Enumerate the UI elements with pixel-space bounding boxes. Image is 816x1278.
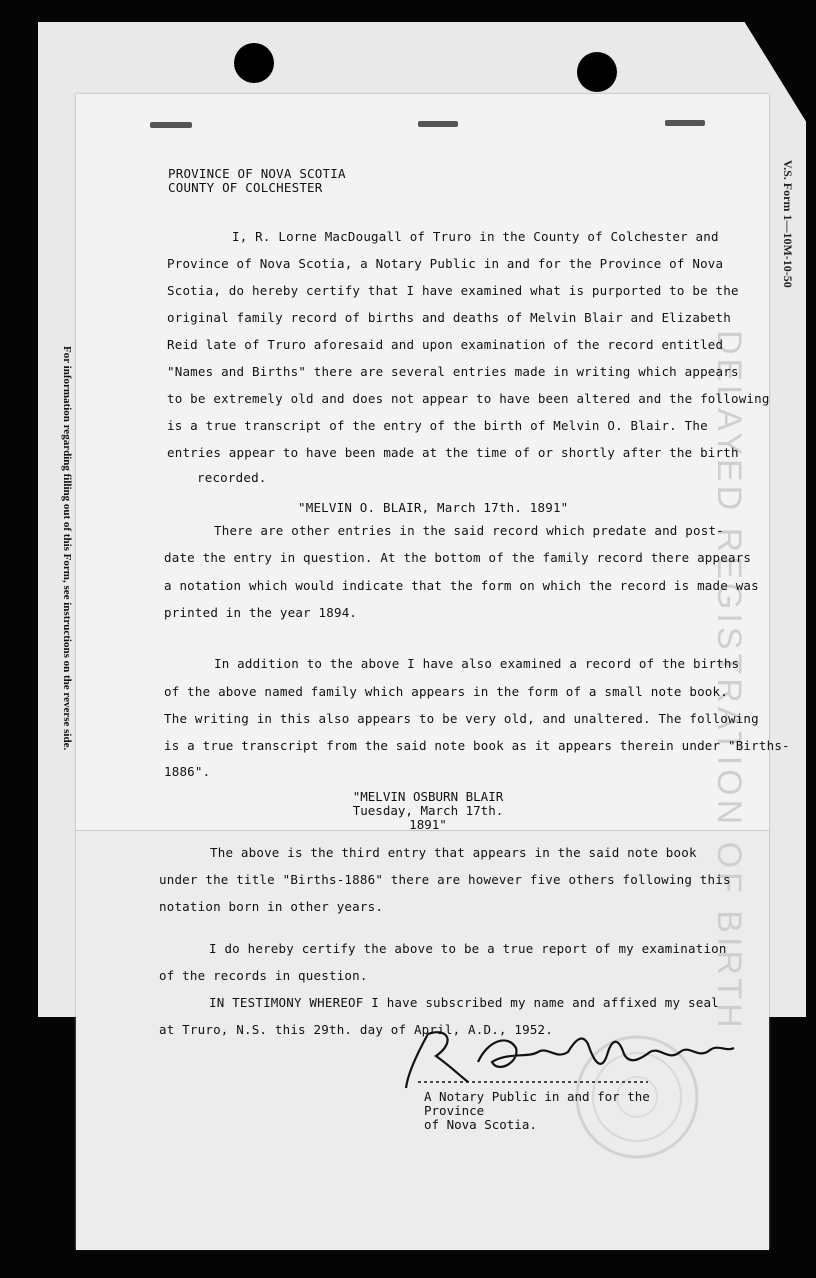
staple (665, 120, 705, 126)
paragraph-line: notation born in other years. (159, 899, 384, 914)
paragraph-line: to be extremely old and does not appear to have been altered and the following (167, 391, 770, 406)
paragraph-line: The above is the third entry that appears in the said note book (210, 845, 697, 860)
paragraph-line: a notation which would indicate that the form on which the record is made was (164, 578, 759, 593)
paragraph-line: is a true transcript of the entry of the birth of Melvin O. Blair. The (167, 418, 708, 433)
paragraph-line: Province of Nova Scotia, a Notary Public in and for the Province of Nova (167, 256, 724, 271)
paragraph-line: The writing in this also appears to be very old, and unaltered. The following (164, 711, 759, 726)
paragraph-line: of the records in question. (159, 968, 368, 983)
paragraph-line: 1886". (164, 764, 211, 779)
form-number: V.S. Form 1—10M-10-50 (781, 160, 795, 288)
paragraph-line: recorded. (197, 470, 267, 485)
paragraph-line: of the above named family which appears in the form of a small note book. (164, 684, 728, 699)
paragraph-line: There are other entries in the said record which predate and post- (214, 523, 724, 538)
paragraph-line: Reid late of Truro aforesaid and upon examination of the record entitled (167, 337, 724, 352)
signer-title: A Notary Public in and for the Province of Nova Scotia. (424, 1089, 650, 1132)
birth-record-quote: "MELVIN O. BLAIR, March 17th. 1891" (298, 500, 569, 515)
paragraph-line: In addition to the above I have also examined a record of the births (214, 656, 740, 671)
paragraph-line: I, R. Lorne MacDougall of Truro in the County of Colchester and (232, 229, 719, 244)
background-stamp: DELAYED REGISTRATION OF BIRTH (710, 330, 748, 1032)
paragraph-line: I do hereby certify the above to be a true report of my examination (209, 941, 727, 956)
punch-hole (234, 43, 274, 83)
staple (418, 121, 458, 127)
notebook-quote: "MELVIN OSBURN BLAIR Tuesday, March 17th. 1891" (352, 789, 504, 832)
paragraph-line: date the entry in question. At the bottom of the family record there appears (164, 550, 752, 565)
testimony-line: IN TESTIMONY WHEREOF I have subscribed my name and affixed my seal (209, 995, 719, 1010)
notary-signature (398, 1022, 738, 1092)
paragraph-line: printed in the year 1894. (164, 605, 358, 620)
staple (150, 122, 192, 128)
testimony-line: at Truro, N.S. this 29th. day of April, A.D., 1952. (159, 1022, 554, 1037)
province-heading: PROVINCE OF NOVA SCOTIA (168, 166, 346, 181)
county-heading: COUNTY OF COLCHESTER (168, 180, 323, 195)
paragraph-line: "Names and Births" there are several entries made in writing which appears (167, 364, 739, 379)
punch-hole (577, 52, 617, 92)
paragraph-line: is a true transcript from the said note book as it appears therein under "Births- (164, 738, 790, 753)
side-instructions: For information regarding filling out of this Form, see instructions on the reverse side. (61, 346, 73, 751)
paragraph-line: under the title "Births-1886" there are however five others following this (159, 872, 731, 887)
paragraph-line: Scotia, do hereby certify that I have examined what is purported to be the (167, 283, 739, 298)
paragraph-line: original family record of births and deaths of Melvin Blair and Elizabeth (167, 310, 731, 325)
paragraph-line: entries appear to have been made at the time of or shortly after the birth (167, 445, 739, 460)
